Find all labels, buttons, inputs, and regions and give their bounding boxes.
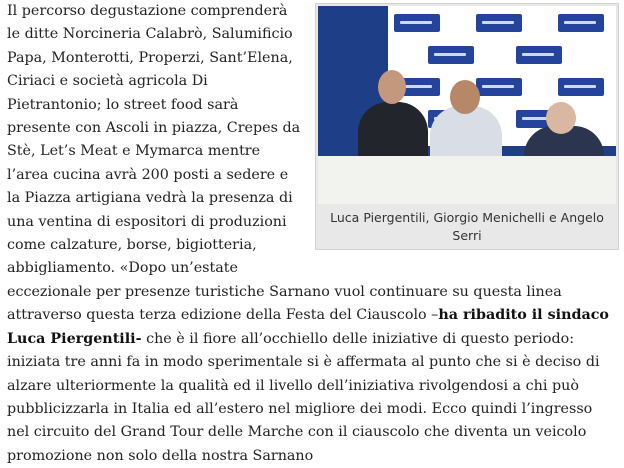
article-quote-attribution: ha ribadito il sindaco Luca Piergentili- — [7, 307, 609, 347]
article-paragraph: Il percorso degustazione comprenderà le ditte Norcineria Calabrò, Salumificio Papa, Monterotti, Properzi, Sant’Elena, Ciriaci e società agricola Di Pietrantonio; lo street food sarà presente con Ascoli in piazza, Crepes da Stè, Let’s Meat e Mymarca mentre l’area cucina avrà 200 posti a sedere e la Piazza artigiana vedrà la presenza di una ventina di espositori di produzioni come calzature, borse, bigiotteria, abbigliamento. «Dopo un’estate eccezionale per presenze turistiche Sarnano vuol continuare su questa linea attraverso questa terza edizione della Festa del Ciauscolo –ha ribadito il sindaco Luca Piergentili- che è il fiore all’occhiello delle iniziative di questo periodo: iniziata tre anni fa in modo sperimentale si è affermata al punto che si è deciso di alzare ulteriormente la qualità ed il livello dell’iniziativa rivolgendosi a chi può pubblicizzarla in Italia ed all’estero nel migliore dei modi. Ecco quindi l’ingresso nel circuito del Grand Tour delle Marche con il ciauscolo che diventa un veicolo promozione non solo della nostra Sarnano — [7, 3, 609, 464]
conference-table — [318, 156, 616, 204]
article-body — [7, 0, 619, 468]
photo-caption: Luca Piergentili, Giorgio Menichelli e Angelo Serri — [330, 210, 604, 243]
photo-figure — [315, 3, 619, 250]
press-conference-photo — [318, 6, 616, 204]
